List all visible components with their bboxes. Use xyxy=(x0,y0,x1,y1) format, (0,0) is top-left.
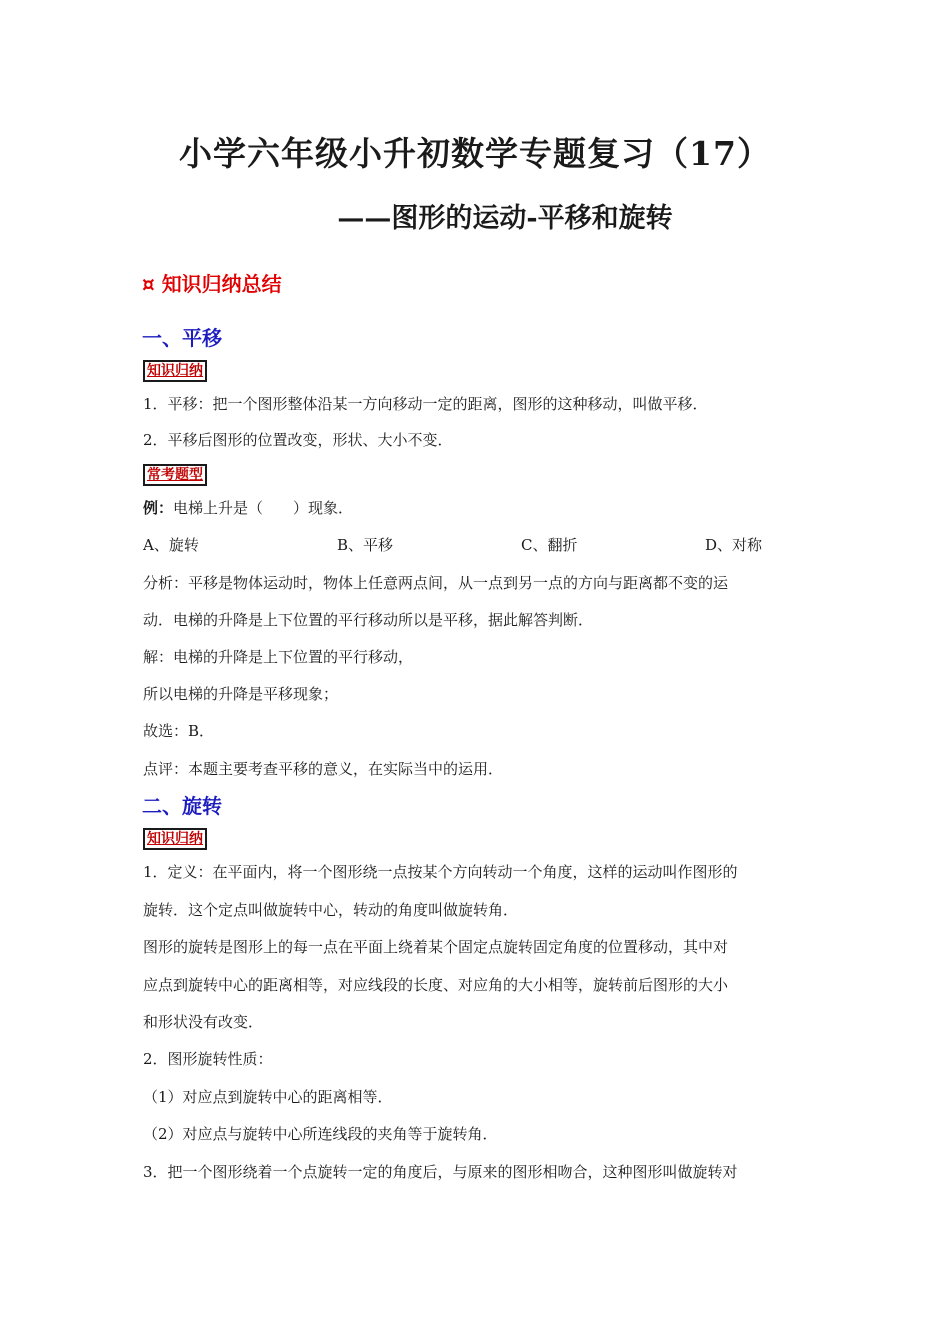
solution-line: 解：电梯的升降是上下位置的平行移动， xyxy=(143,648,414,666)
option-b: B、平移 xyxy=(337,536,394,554)
text-line: 1．平移：把一个图形整体沿某一方向移动一定的距离，图形的这种移动，叫做平移． xyxy=(143,395,708,413)
analysis-line: 动．电梯的升降是上下位置的平行移动所以是平移，据此解答判断． xyxy=(143,611,594,629)
option-c: C、翻折 xyxy=(521,536,578,554)
text-line: （1）对应点到旋转中心的距离相等． xyxy=(143,1088,393,1106)
text-line: 应点到旋转中心的距离相等，对应线段的长度、对应角的大小相等，旋转前后图形的大小 xyxy=(143,976,729,994)
common-question-tag: 常考题型 xyxy=(143,464,207,486)
summary-heading: ¤ 知识归纳总结 xyxy=(142,272,282,296)
knowledge-tag: 知识归纳 xyxy=(143,828,207,850)
answer-line: 故选：B． xyxy=(143,722,215,740)
comment-line: 点评：本题主要考查平移的意义，在实际当中的运用． xyxy=(143,760,504,778)
text-line: 2．图形旋转性质： xyxy=(143,1050,273,1068)
text-line: 1．定义：在平面内，将一个图形绕一点按某个方向转动一个角度，这样的运动叫作图形的 xyxy=(143,863,738,881)
page-subtitle: ——图形的运动-平移和旋转 xyxy=(337,203,673,234)
text-line: （2）对应点与旋转中心所连线段的夹角等于旋转角． xyxy=(143,1125,498,1143)
text-line: 2．平移后图形的位置改变，形状、大小不变． xyxy=(143,431,453,449)
analysis-line: 分析：平移是物体运动时，物体上任意两点间，从一点到另一点的方向与距离都不变的运 xyxy=(143,574,729,592)
example-text: 电梯上升是（ ）现象． xyxy=(173,499,354,517)
option-d: D、对称 xyxy=(705,536,763,554)
text-line: 图形的旋转是图形上的每一点在平面上绕着某个固定点旋转固定角度的位置移动，其中对 xyxy=(143,938,729,956)
page-title: 小学六年级小升初数学专题复习（17） xyxy=(179,134,771,173)
section-heading-translation: 一、平移 xyxy=(142,326,222,350)
text-line: 3．把一个图形绕着一个点旋转一定的角度后，与原来的图形相吻合，这种图形叫做旋转对 xyxy=(143,1163,738,1181)
example-label: 例： xyxy=(143,499,174,517)
option-a: A、旋转 xyxy=(143,536,199,554)
text-line: 和形状没有改变． xyxy=(143,1013,264,1031)
solution-line: 所以电梯的升降是平移现象； xyxy=(143,685,339,703)
text-line: 旋转．这个定点叫做旋转中心，转动的角度叫做旋转角． xyxy=(143,901,519,919)
knowledge-tag: 知识归纳 xyxy=(143,360,207,382)
section-heading-rotation: 二、旋转 xyxy=(142,794,222,818)
example-question xyxy=(143,498,813,518)
